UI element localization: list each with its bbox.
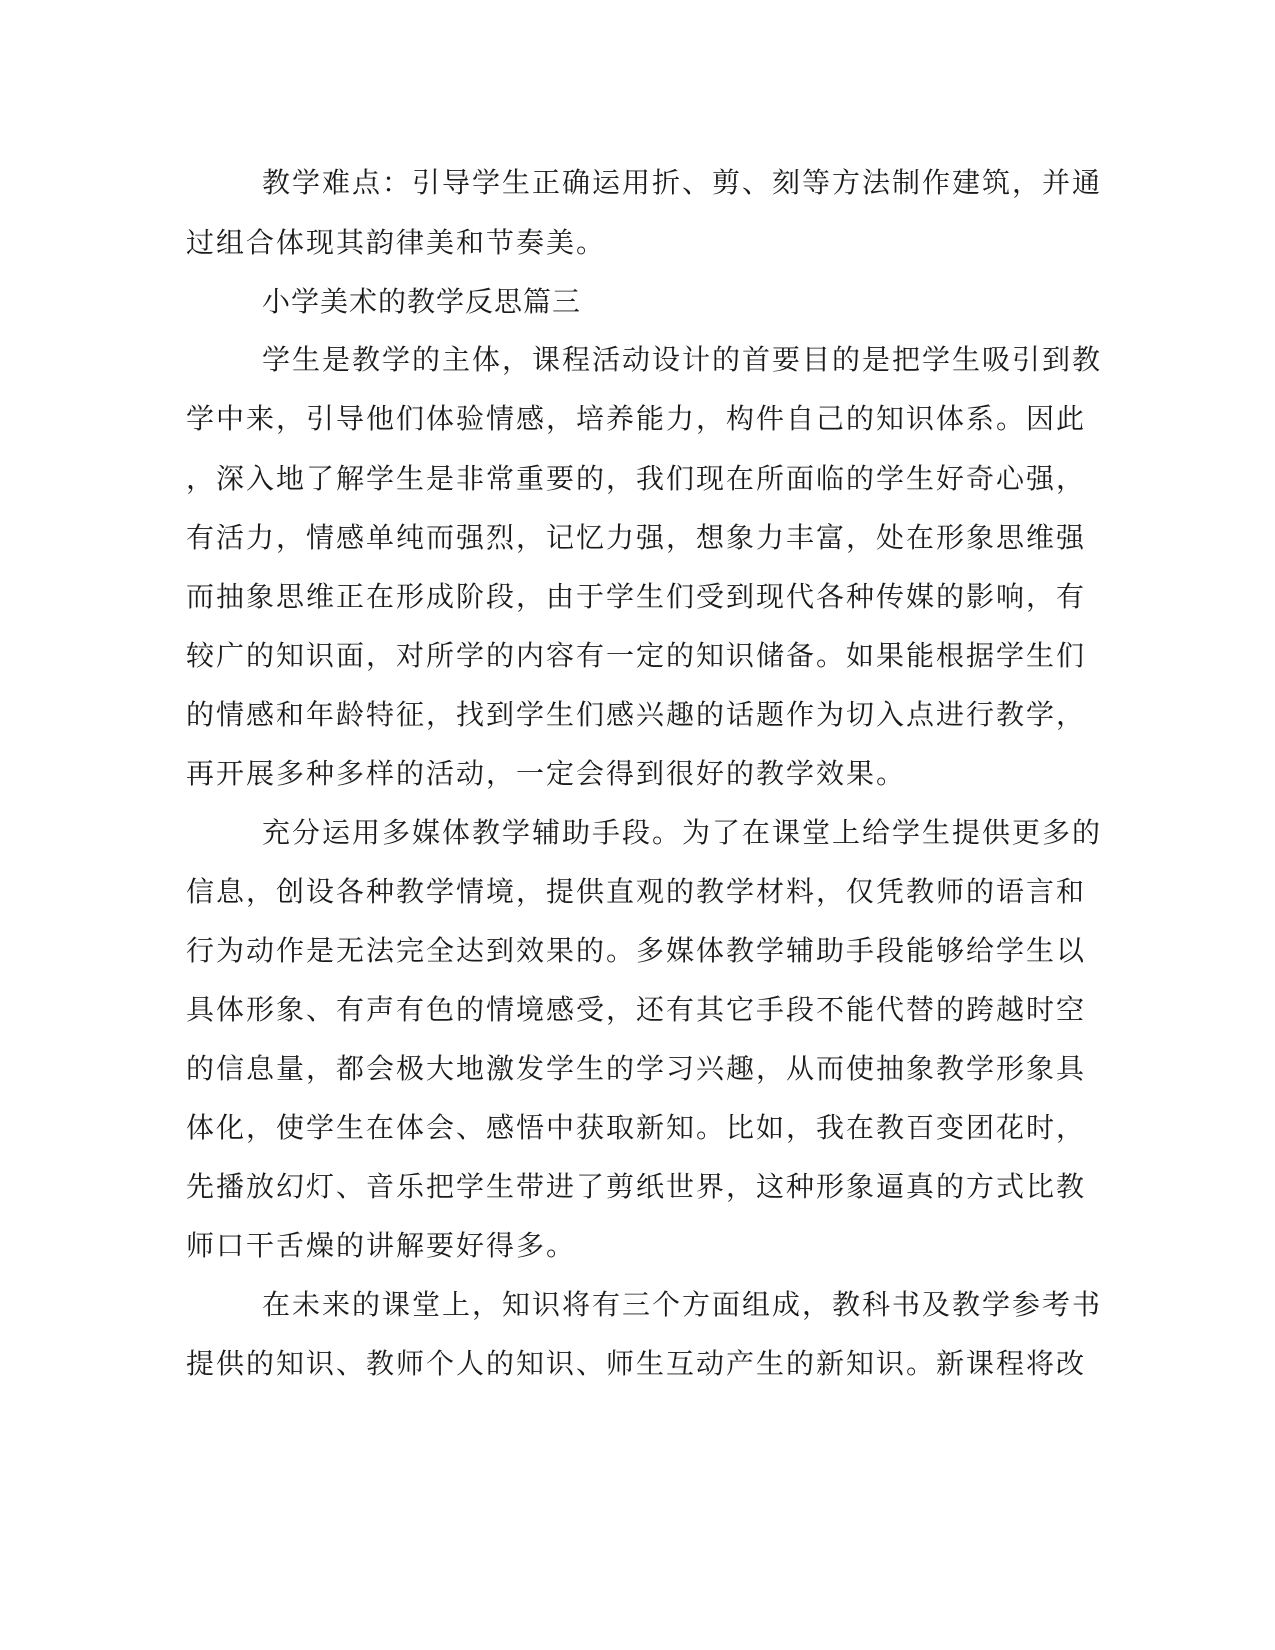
paragraph-line: 在未来的课堂上，知识将有三个方面组成，教科书及教学参考书 [262, 1288, 1103, 1321]
paragraph-line: 较广的知识面，对所学的内容有一定的知识储备。如果能根据学生们 [186, 639, 1087, 672]
paragraph-line: 过组合体现其韵律美和节奏美。 [186, 226, 607, 259]
paragraph-line: 充分运用多媒体教学辅助手段。为了在课堂上给学生提供更多的 [262, 816, 1103, 849]
section-heading: 小学美术的教学反思篇三 [262, 285, 582, 318]
paragraph-line: 学生是教学的主体，课程活动设计的首要目的是把学生吸引到教 [262, 343, 1103, 376]
paragraph-line: ，深入地了解学生是非常重要的，我们现在所面临的学生好奇心强， [186, 462, 1087, 495]
paragraph-line: 学中来，引导他们体验情感，培养能力，构件自己的知识体系。因此 [186, 402, 1087, 435]
paragraph-line: 师口干舌燥的讲解要好得多。 [186, 1229, 577, 1262]
paragraph-line: 教学难点：引导学生正确运用折、剪、刻等方法制作建筑，并通 [262, 166, 1103, 199]
paragraph-line: 具体形象、有声有色的情境感受，还有其它手段不能代替的跨越时空 [186, 993, 1087, 1026]
paragraph-line: 体化，使学生在体会、感悟中获取新知。比如，我在教百变团花时， [186, 1111, 1087, 1144]
paragraph-line: 再开展多种多样的活动，一定会得到很好的教学效果。 [186, 757, 907, 790]
paragraph-line: 的信息量，都会极大地激发学生的学习兴趣，从而使抽象教学形象具 [186, 1052, 1087, 1085]
paragraph-line: 行为动作是无法完全达到效果的。多媒体教学辅助手段能够给学生以 [186, 934, 1087, 967]
paragraph-line: 信息，创设各种教学情境，提供直观的教学材料，仅凭教师的语言和 [186, 875, 1087, 908]
paragraph-line: 的情感和年龄特征，找到学生们感兴趣的话题作为切入点进行教学， [186, 698, 1087, 731]
paragraph-line: 提供的知识、教师个人的知识、师生互动产生的新知识。新课程将改 [186, 1347, 1087, 1380]
paragraph-line: 有活力，情感单纯而强烈，记忆力强，想象力丰富，处在形象思维强 [186, 521, 1087, 554]
paragraph-line: 先播放幻灯、音乐把学生带进了剪纸世界，这种形象逼真的方式比教 [186, 1170, 1087, 1203]
paragraph-line: 而抽象思维正在形成阶段，由于学生们受到现代各种传媒的影响，有 [186, 580, 1087, 613]
